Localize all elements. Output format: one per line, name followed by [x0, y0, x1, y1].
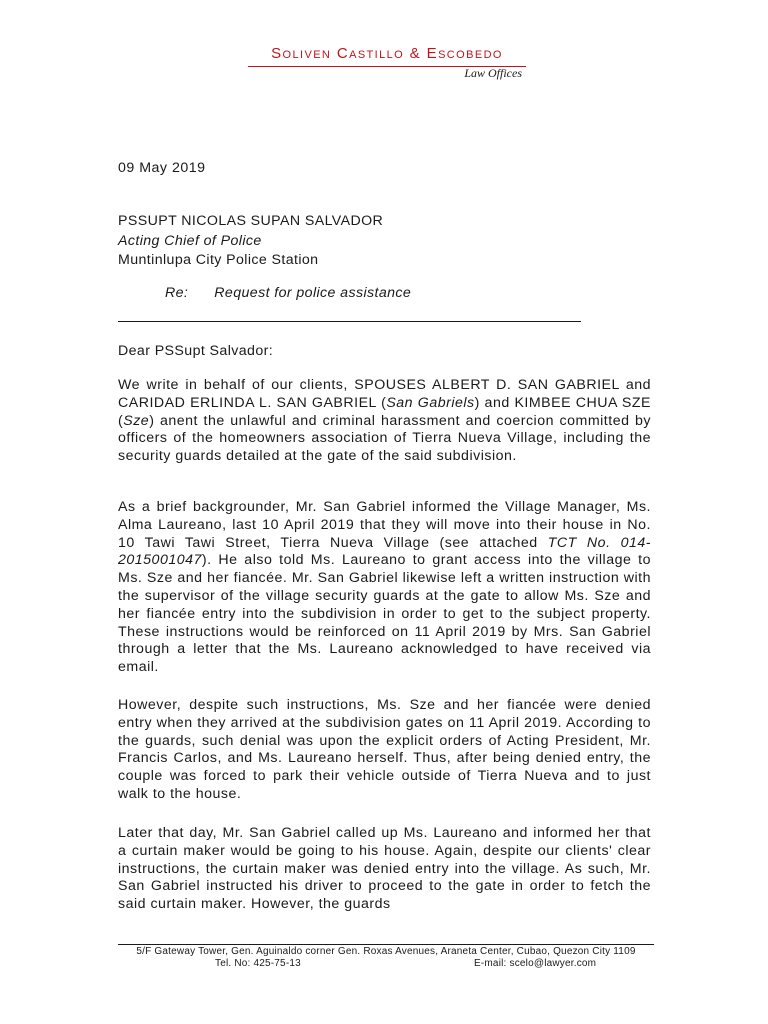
p1-text-e: ) anent the unlawful and criminal harassment and coercion committed by officers of the homeowners association of Tierra Nueva Village, including the security guards detailed at the gate of the said subdivision. — [118, 412, 651, 465]
paragraph-1 — [118, 377, 651, 466]
re-line — [165, 285, 411, 301]
p2-text-b: TCT No. 014-2015001047 — [118, 534, 651, 569]
footer-email: E-mail: scelo@lawyer.com — [474, 958, 597, 969]
footer-telephone: Tel. No: 425-75-13 — [215, 958, 301, 969]
paragraph-2 — [118, 499, 651, 677]
re-label: Re: — [165, 285, 189, 301]
p1-text-c: ) and KIMBEE CHUA SZE ( — [118, 394, 651, 429]
addressee-title: Acting Chief of Police — [118, 232, 262, 249]
addressee-name: PSSUPT NICOLAS SUPAN SALVADOR — [118, 213, 384, 229]
p1-text-b: San Gabriels — [386, 394, 475, 411]
letter-date: 09 May 2019 — [118, 160, 206, 176]
re-rule — [118, 321, 581, 322]
addressee-office: Muntinlupa City Police Station — [118, 252, 319, 268]
paragraph-4: Later that day, Mr. San Gabriel called up Ms. Laureano and informed her that a curtain maker would be going to his house. Again, despite our clients' clear instructions, the curtain maker was denied entry into the village. As such, Mr. San Gabriel instructed his driver to proceed to the gate in order to fetch the said curtain maker. However, the guards — [118, 825, 651, 913]
p1-text-a: We write in behalf of our clients, SPOUSES ALBERT D. SAN GABRIEL and CARIDAD ERLINDA L. SAN GABRIEL ( — [118, 377, 651, 411]
re-subject: Request for police assistance — [214, 285, 412, 301]
salutation: Dear PSSupt Salvador: — [118, 343, 274, 359]
footer-rule — [118, 944, 654, 945]
p2-text-c: ). He also told Ms. Laureano to grant access into the village to Ms. Sze and her fiancée. Mr. San Gabriel likewise left a written instruction with the supervisor of the village security guards at the gate to allow Ms. Sze and her fiancée entry into the subdivision in order to get to the subject property. These instructions would be reinforced on 11 April 2019 by Mrs. San Gabriel through a letter that the Ms. Laureano acknowledged to have received via email. — [118, 552, 651, 676]
addressee-block — [118, 212, 383, 271]
firm-name: Soliven Castillo & Escobedo — [271, 45, 503, 62]
letterhead — [248, 44, 526, 80]
footer-address: 5/F Gateway Tower, Gen. Aguinaldo corner Gen. Roxas Avenues, Araneta Center, Cubao, Quezon City 1109 — [136, 946, 636, 957]
letterhead-subtitle: Law Offices — [464, 66, 522, 80]
paragraph-3: However, despite such instructions, Ms. Sze and her fiancée were denied entry when they arrived at the subdivision gates on 11 April 2019. According to the guards, such denial was upon the explicit orders of Acting President, Mr. Francis Carlos, and Ms. Laureano herself. Thus, after being denied entry, the couple was forced to park their vehicle outside of Tierra Nueva and to just walk to the house. — [118, 697, 651, 802]
p1-text-d: Sze — [123, 412, 150, 429]
p2-text-a: As a brief backgrounder, Mr. San Gabriel informed the Village Manager, Ms. Alma Laureano, last 10 April 2019 that they will move into their house in No. 10 Tawi Tawi Street, Tierra Nueva Village (see attached — [118, 499, 651, 551]
